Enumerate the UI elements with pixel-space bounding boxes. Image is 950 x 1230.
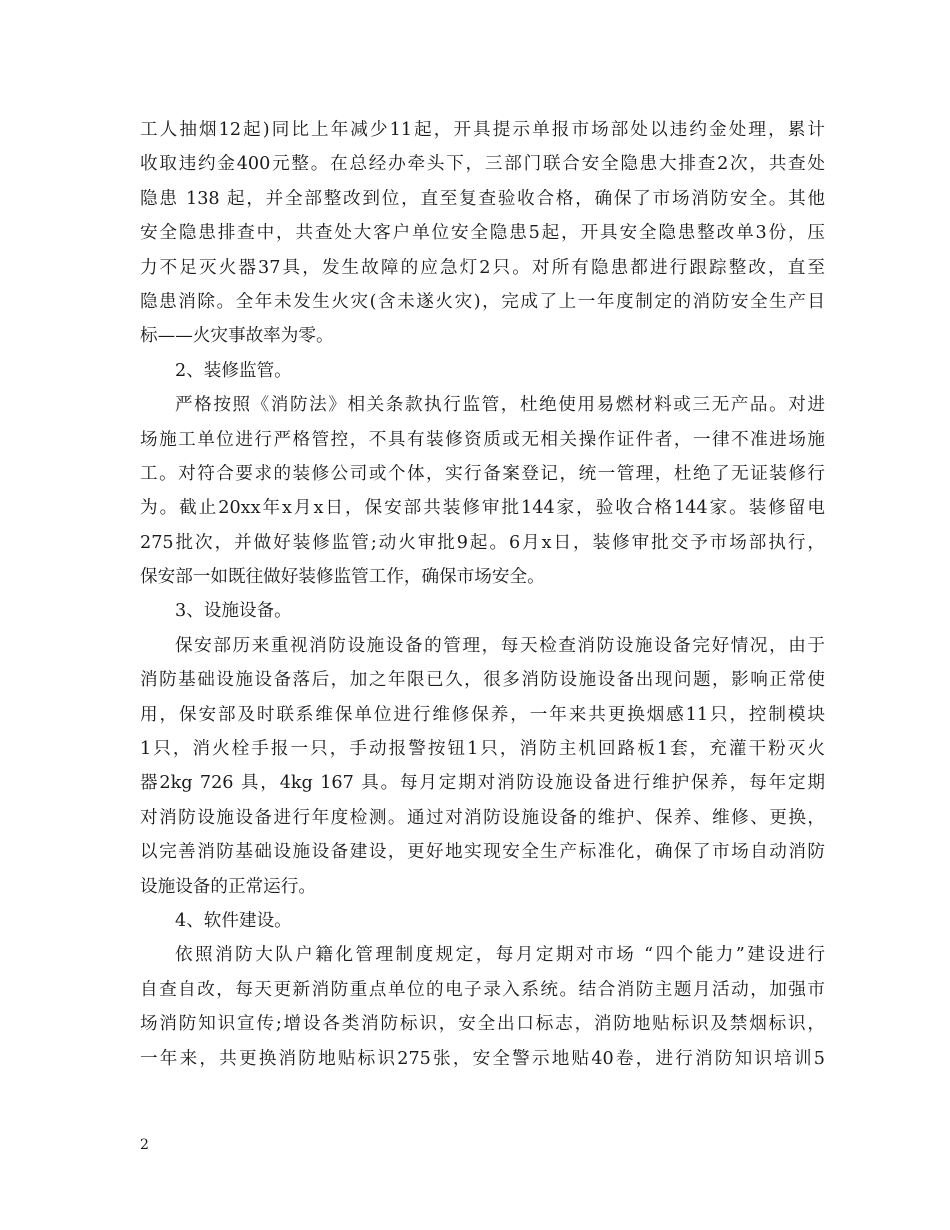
- section-heading: 2、装修监管。: [175, 360, 292, 381]
- text-line: 严格按照《消防法》相关条款执行监管，杜绝使用易燃材料或三无产品。对进: [175, 395, 825, 416]
- text-line: 力不足灭火器37具，发生故障的应急灯2只。对所有隐患都进行跟踪整改，直至: [140, 257, 825, 278]
- text-line: 器2kg 726 具，4kg 167 具。每月定期对消防设施设备进行维护保养，每年定期: [140, 773, 825, 794]
- page-number: 2: [140, 1137, 149, 1153]
- text-line: 场消防知识宣传;增设各类消防标识，安全出口标志，消防地贴标识及禁烟标识，: [140, 1014, 825, 1035]
- text-line: 一年来，共更换消防地贴标识275张，安全警示地贴40卷，进行消防知识培训5: [140, 1048, 825, 1069]
- text-line: 隐患 138 起，并全部整改到位，直至复查验收合格，确保了市场消防安全。其他: [140, 188, 825, 209]
- text-line: 消防基础设施设备落后，加之年限已久，很多消防设施设备出现问题，影响正常使: [140, 670, 825, 691]
- text-line: 保安部历来重视消防设施设备的管理，每天检查消防设施设备完好情况，由于: [175, 635, 825, 656]
- text-line: 依照消防大队户籍化管理制度规定，每月定期对市场 “四个能力”建设进行: [175, 945, 825, 966]
- text-line: 保安部一如既往做好装修监管工作，确保市场安全。: [140, 567, 545, 588]
- text-line: 对消防设施设备进行年度检测。通过对消防设施设备的维护、保养、维修、更换，: [140, 807, 825, 828]
- text-line: 收取违约金400元整。在总经办牵头下，三部门联合安全隐患大排查2次，共查处: [140, 154, 825, 175]
- text-line: 场施工单位进行严格管控，不具有装修资质或无相关操作证件者，一律不准进场施: [140, 429, 825, 450]
- text-line: 为。截止20xx年x月x日，保安部共装修审批144家，验收合格144家。装修留电: [140, 498, 825, 519]
- text-line: 标——火灾事故率为零。: [140, 326, 334, 347]
- section-heading: 4、软件建设。: [175, 910, 292, 931]
- text-line: 工人抽烟12起)同比上年减少11起，开具提示单报市场部处以违约金处理，累计: [140, 120, 825, 140]
- section-heading: 3、设施设备。: [175, 601, 292, 622]
- text-line: 自查自改，每天更新消防重点单位的电子录入系统。结合消防主题月活动，加强市: [140, 979, 825, 1000]
- text-line: 以完善消防基础设施设备建设，更好地实现安全生产标准化，确保了市场自动消防: [140, 842, 825, 863]
- text-line: 工。对符合要求的装修公司或个体，实行备案登记，统一管理，杜绝了无证装修行: [140, 463, 825, 484]
- document-body: [140, 113, 825, 1076]
- text-line: 1只，消火栓手报一只，手动报警按钮1只，消防主机回路板1套，充灌干粉灭火: [140, 739, 825, 760]
- text-line: 275批次，并做好装修监管;动火审批9起。6月x日，装修审批交予市场部执行，: [140, 532, 825, 553]
- text-line: 隐患消除。全年未发生火灾(含未遂火灾)，完成了上一年度制定的消防安全生产目: [140, 291, 825, 312]
- text-line: 安全隐患排查中，共查处大客户单位安全隐患5起，开具安全隐患整改单3份，压: [140, 223, 825, 244]
- text-line: 用，保安部及时联系维保单位进行维修保养，一年来共更换烟感11只，控制模块: [140, 704, 825, 725]
- text-line: 设施设备的正常运行。: [140, 876, 316, 897]
